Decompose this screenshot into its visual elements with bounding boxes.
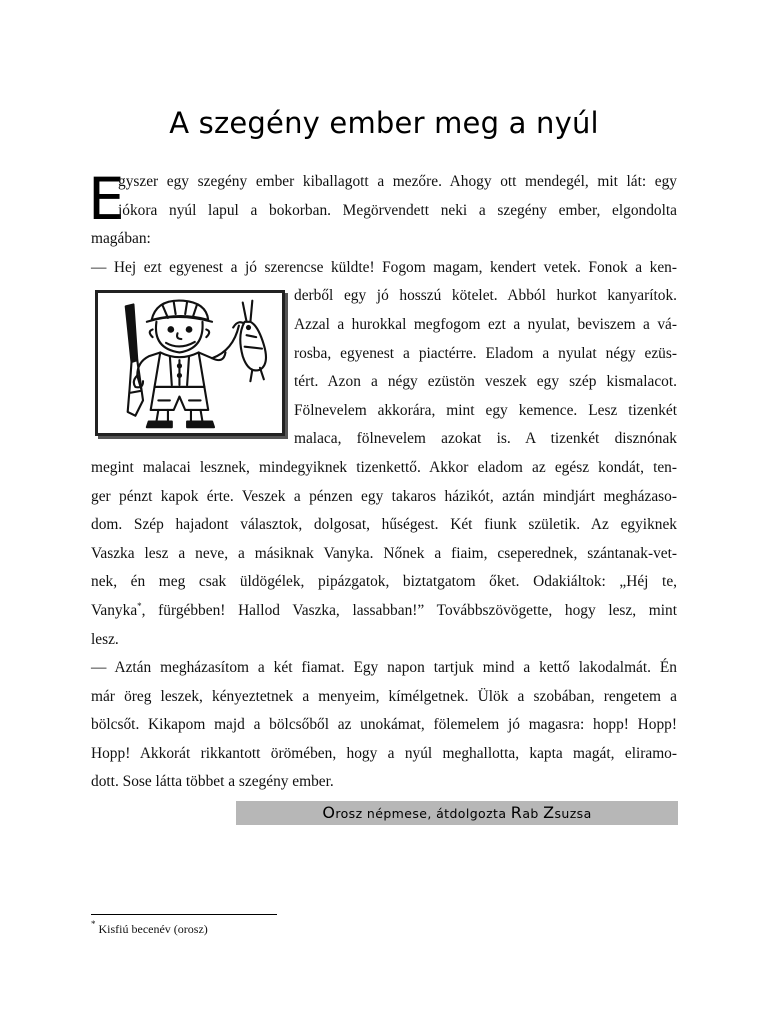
- footnote-text: Kisfiú becenév (orosz): [95, 922, 208, 936]
- footnote-mark: *: [91, 919, 96, 929]
- text-line: már öreg leszek, kényeztetnek a menyeim, kímélgetnek. Ülök a szobában, rengetem a: [91, 687, 677, 705]
- text-line: [91, 597, 677, 626]
- attribution-bar: [236, 801, 678, 825]
- text-line: malaca, fölnevelem azokat is. A tizenkét disznónak: [294, 430, 677, 448]
- attribution-text: rosz népmese, átdolgozta: [335, 806, 511, 821]
- text-fragment: , fürgébben! Hallod Vaszka, lassabban!” Továbbszövögette, hogy lesz, mint: [141, 601, 677, 619]
- text-line: megint malacai lesznek, mindegyiknek tizenkettő. Akkor eladom az egész kondát, ten-: [91, 458, 677, 476]
- text-line: tért. Azon a négy ezüstön veszek egy szép kismalacot.: [294, 373, 677, 391]
- text-line: lesz.: [91, 630, 119, 648]
- text-line: rosba, egyenest a piactérre. Eladom a nyulat négy ezüs-: [294, 344, 677, 362]
- text-line: Fölnevelem akkorára, mint egy kemence. Lesz tizenkét: [294, 401, 677, 419]
- story-text: [91, 168, 677, 797]
- text-line: Azzal a hurokkal megfogom ezt a nyulat, beviszem a vá-: [294, 315, 677, 333]
- text-line: Hopp! Akkorát rikkantott örömében, hogy a nyúl meghallotta, kapta magát, eliramo-: [91, 744, 677, 762]
- attribution-initial: Z: [543, 803, 555, 822]
- text-line: gyszer egy szegény ember kiballagott a mezőre. Ahogy ott mendegél, mit lát: egy: [118, 173, 677, 190]
- text-line: dom. Szép hajadont választok, dolgosat, hűségest. Két fiunk születik. Az egyiknek: [91, 516, 677, 534]
- drop-cap: E: [88, 165, 125, 233]
- text-line: bölcsőt. Kikapom majd a bölcsőből az unokámat, fölemelem jó magasra: hopp! Hopp!: [91, 716, 677, 734]
- text-line: — Hej ezt egyenest a jó szerencse küldte! Fogom magam, kendert vetek. Fonok a ken-: [91, 258, 677, 276]
- footnote: [91, 921, 208, 937]
- text-line: dott. Sose látta többet a szegény ember.: [91, 773, 334, 791]
- footnote-rule: [91, 914, 277, 915]
- text-line: jókora nyúl lapul a bokorban. Megörvendett neki a szegény ember, elgondolta: [118, 201, 677, 219]
- attribution-text: ab: [522, 806, 544, 821]
- text-line: — Aztán megházasítom a két fiamat. Egy napon tartjuk mind a kettő lakodalmát. Én: [91, 659, 677, 677]
- text-line: derből egy jó hosszú kötelet. Abból hurkot kanyarítok.: [294, 287, 677, 305]
- attribution-initial: R: [510, 803, 523, 822]
- page-title: A szegény ember meg a nyúl: [169, 106, 599, 140]
- attribution-text: suzsa: [554, 806, 592, 821]
- text-fragment: Vanyka: [91, 601, 138, 619]
- text-line: Vaszka lesz a neve, a másiknak Vanyka. Nőnek a fiaim, cseperednek, szántanak-vet-: [91, 544, 677, 562]
- text-line: magában:: [91, 230, 151, 248]
- footnote-mark: *: [137, 600, 142, 611]
- attribution-initial: O: [322, 803, 336, 822]
- text-line: ger pénzt kapok érte. Veszek a pénzen egy takaros házikót, aztán mindjárt megházaso-: [91, 487, 677, 505]
- text-line: nek, én meg csak üldögélek, pipázgatok, biztatgatom őket. Odakiáltok: „Héj te,: [91, 573, 677, 591]
